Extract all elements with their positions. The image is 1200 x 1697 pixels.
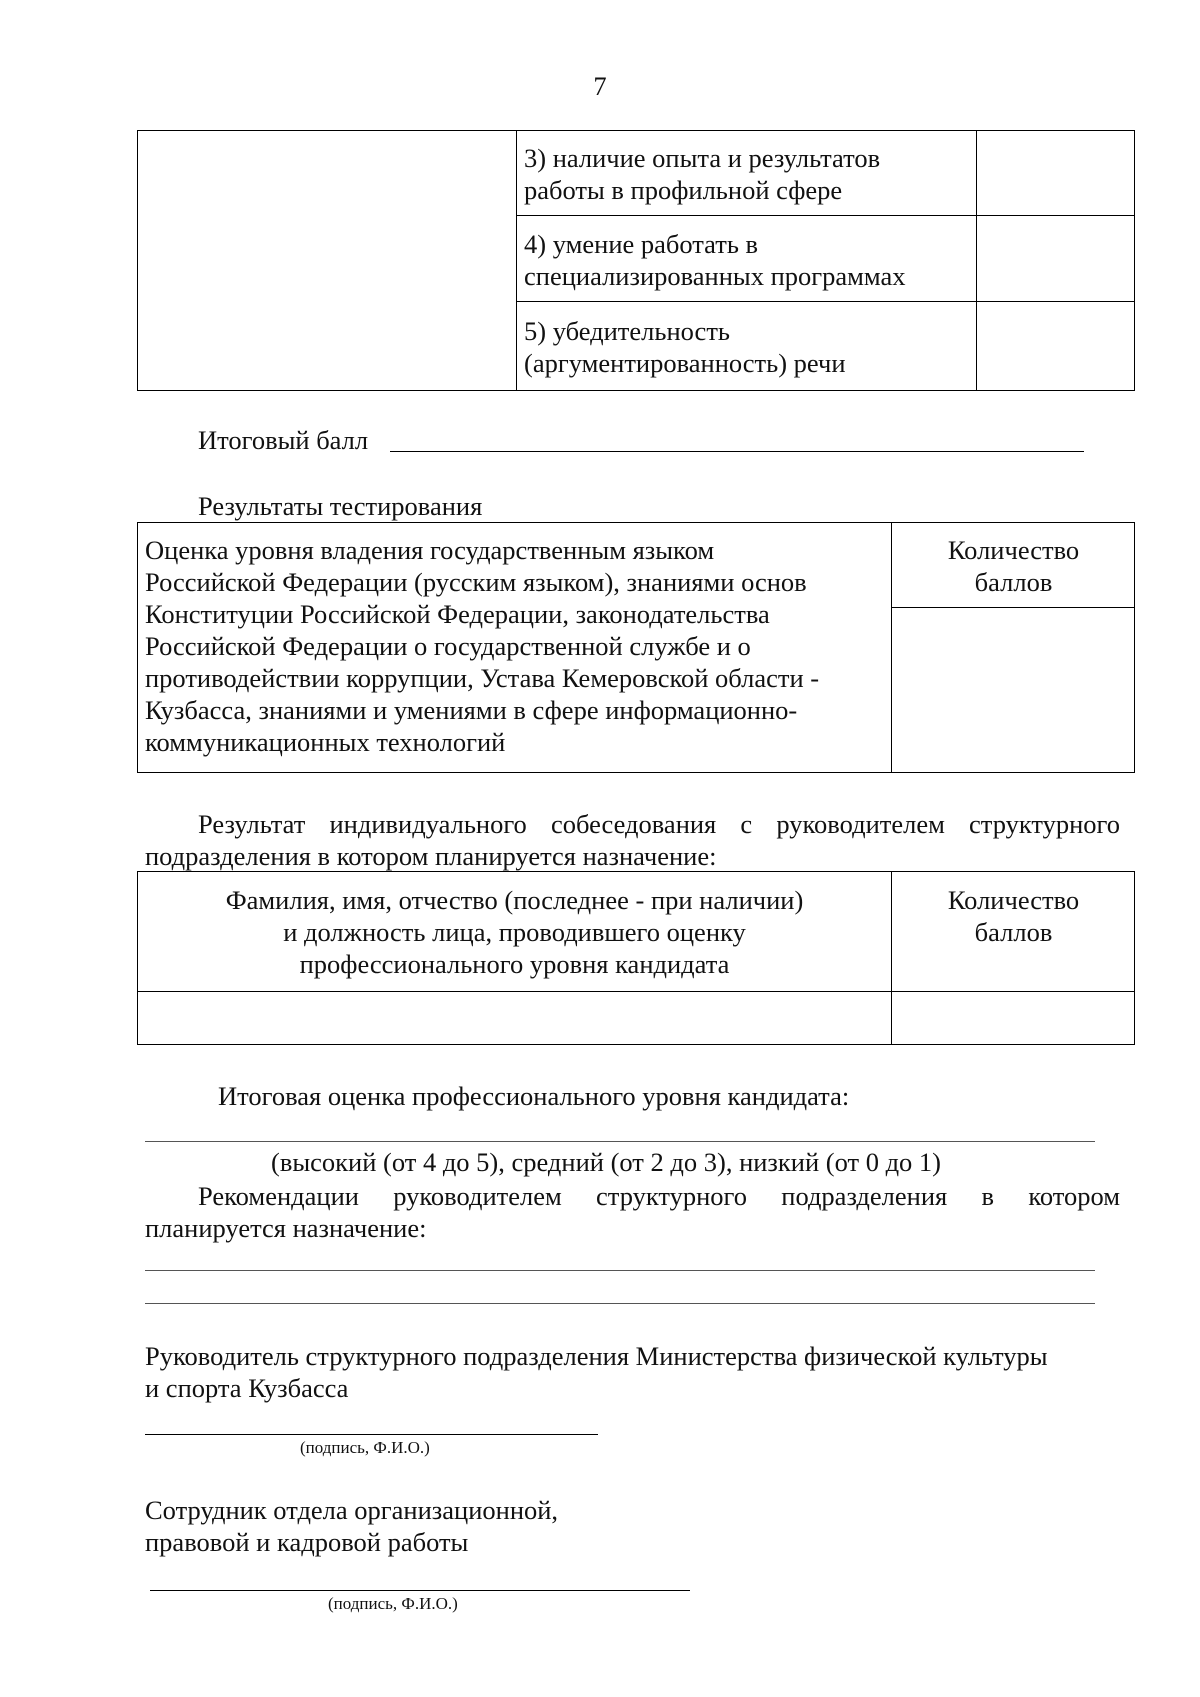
interview-header-line: и должность лица, проводившего оценку [283, 917, 746, 947]
testing-score-header: баллов [974, 567, 1053, 597]
final-assessment-line[interactable] [145, 1141, 1095, 1142]
head-signature-caption: (подпись, Ф.И.О.) [300, 1438, 430, 1457]
total-score-line[interactable] [390, 451, 1084, 452]
hr-signature-caption: (подпись, Ф.И.О.) [328, 1594, 458, 1613]
interview-header-line: Фамилия, имя, отчество (последнее - при наличии) [225, 885, 804, 915]
testing-score-header: Количество [947, 535, 1080, 565]
recommendations-label: Рекомендации руководителем структурного подразделения в котором [198, 1181, 1120, 1211]
criteria-row-text: 3) наличие опыта и результатов [524, 143, 881, 173]
testing-heading: Результаты тестирования [198, 491, 483, 521]
criteria-score-field[interactable] [980, 219, 1130, 297]
criteria-row-text: специализированных программах [524, 261, 906, 291]
final-assessment-label: Итоговая оценка профессионального уровня кандидата: [218, 1081, 850, 1111]
testing-description-line: противодействии коррупции, Устава Кемеровской области - [145, 663, 820, 693]
page-number: 7 [593, 71, 607, 101]
head-title: Руководитель структурного подразделения Министерства физической культуры [145, 1341, 1048, 1371]
interview-intro: Результат индивидуального собеседования с руководителем структурного [198, 809, 1120, 839]
hr-signature-line[interactable] [150, 1590, 690, 1591]
testing-description-line: Конституции Российской Федерации, законодательства [145, 599, 770, 629]
criteria-row-separator [516, 215, 1135, 216]
recommendations-line[interactable] [145, 1270, 1095, 1271]
criteria-row-separator [516, 301, 1135, 302]
criteria-table-divider [516, 130, 517, 391]
testing-description-line: Кузбасса, знаниями и умениями в сфере информационно- [145, 695, 798, 725]
testing-description-line: Российской Федерации (русским языком), знаниями основ [145, 567, 807, 597]
criteria-table-divider [976, 130, 977, 391]
hr-title-cont: правовой и кадровой работы [145, 1527, 469, 1557]
criteria-row-text: 5) убедительность [524, 316, 730, 346]
recommendations-line[interactable] [145, 1303, 1095, 1304]
criteria-row-text: работы в профильной сфере [524, 175, 843, 205]
criteria-score-field[interactable] [980, 134, 1130, 212]
interview-score-field[interactable] [895, 995, 1131, 1041]
criteria-row-text: (аргументированность) речи [524, 348, 846, 378]
criteria-score-field[interactable] [980, 305, 1130, 387]
final-assessment-scale: (высокий (от 4 до 5), средний (от 2 до 3), низкий (от 0 до 1) [271, 1147, 942, 1177]
testing-table-separator [891, 607, 1135, 608]
head-signature-line[interactable] [145, 1434, 598, 1435]
recommendations-label-cont: планируется назначение: [145, 1213, 427, 1243]
testing-description-line: коммуникационных технологий [145, 727, 506, 757]
hr-title: Сотрудник отдела организационной, [145, 1495, 559, 1525]
criteria-row-text: 4) умение работать в [524, 229, 759, 259]
testing-score-field[interactable] [895, 611, 1131, 769]
interview-intro-cont: подразделения в котором планируется назначение: [145, 841, 717, 871]
head-title-cont: и спорта Кузбасса [145, 1373, 349, 1403]
interview-header-line: профессионального уровня кандидата [299, 949, 730, 979]
interviewer-name-field[interactable] [141, 995, 887, 1041]
testing-description-line: Оценка уровня владения государственным языком [145, 535, 715, 565]
testing-description-line: Российской Федерации о государственной службе и о [145, 631, 751, 661]
total-score-label: Итоговый балл [198, 425, 369, 455]
interview-table-separator [137, 991, 1135, 992]
interview-score-header: Количество [947, 885, 1080, 915]
interview-score-header: баллов [974, 917, 1053, 947]
